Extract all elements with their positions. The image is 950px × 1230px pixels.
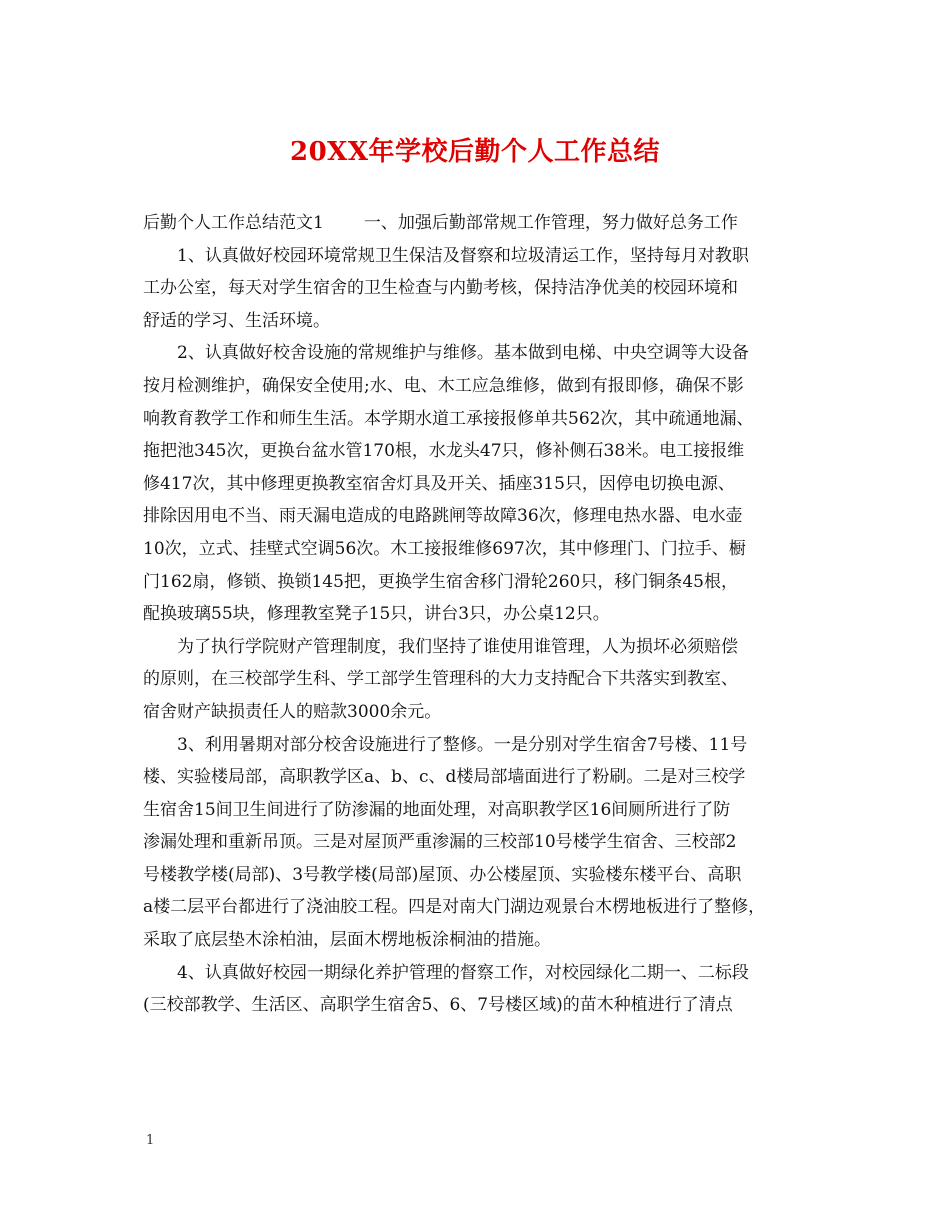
text-line: 号楼教学楼(局部)、3号教学楼(局部)屋顶、办公楼屋顶、实验楼东楼平台、高职 — [143, 864, 742, 885]
text-line: 生宿舍15间卫生间进行了防渗漏的地面处理，对高职教学区16间厕所进行了防 — [143, 799, 731, 820]
text-line: 2、认真做好校舍设施的常规维护与维修。基本做到电梯、中央空调等大设备 — [177, 343, 749, 364]
text-line: (三校部教学、生活区、高职学生宿舍5、6、7号楼区域)的苗木种植进行了清点 — [143, 995, 733, 1016]
text-line: 排除因用电不当、雨天漏电造成的电路跳闸等故障36次，修理电热水器、电水壶 — [143, 506, 743, 527]
text-line: 宿舍财产缺损责任人的赔款3000余元。 — [143, 701, 442, 722]
text-line: 工办公室，每天对学生宿舍的卫生检查与内勤考核，保持洁净优美的校园环境和 — [143, 278, 738, 299]
paragraph-lines — [143, 240, 823, 1022]
text-line: 1、认真做好校园环境常规卫生保洁及督察和垃圾清运工作，坚持每月对教职 — [177, 245, 749, 266]
text-line: 楼、实验楼局部，高职教学区a、b、c、d楼局部墙面进行了粉刷。二是对三校学 — [143, 767, 746, 788]
text-line: a楼二层平台都进行了浇油胶工程。四是对南大门湖边观景台木楞地板进行了整修， — [143, 897, 766, 918]
text-line: 渗漏处理和重新吊顶。三是对屋顶严重渗漏的三校部10号楼学生宿舍、三校部2 — [143, 832, 737, 853]
section-label: 后勤个人工作总结范文1 — [143, 213, 324, 233]
document-body — [143, 207, 823, 1022]
text-line: 修417次，其中修理更换教室宿舍灯具及开关、插座315只，因停电切换电源、 — [143, 473, 735, 494]
text-line: 10次，立式、挂壁式空调56次。木工接报维修697次，其中修理门、门拉手、橱 — [143, 538, 746, 559]
text-line: 4、认真做好校园一期绿化养护管理的督察工作，对校园绿化二期一、二标段 — [177, 962, 749, 983]
document-title: 20XX年学校后勤个人工作总结 — [289, 137, 661, 167]
intro-line — [143, 207, 823, 240]
text-line: 拖把池345次，更换台盆水管170根，水龙头47只，修补侧石38米。电工接报维 — [143, 441, 745, 462]
section-heading: 一、加强后勤部常规工作管理，努力做好总务工作 — [363, 213, 738, 233]
text-line: 为了执行学院财产管理制度，我们坚持了谁使用谁管理，人为损坏必须赔偿 — [177, 636, 738, 657]
text-line: 配换玻璃55块，修理教室凳子15只，讲台3只，办公桌12只。 — [143, 604, 610, 625]
text-line: 舒适的学习、生活环境。 — [143, 310, 330, 331]
text-line: 的原则，在三校部学生科、学工部学生管理科的大力支持配合下共落实到教室、 — [143, 669, 738, 690]
page-number: 1 — [146, 1133, 155, 1148]
text-line: 3、利用暑期对部分校舍设施进行了整修。一是分别对学生宿舍7号楼、11号 — [177, 734, 748, 755]
text-line: 采取了底层垫木涂柏油，层面木楞地板涂桐油的措施。 — [143, 930, 551, 951]
text-line: 门162扇，修锁、换锁145把，更换学生宿舍移门滑轮260只，移门铜条45根， — [143, 571, 738, 592]
text-line: 按月检测维护，确保安全使用;水、电、木工应急维修，做到有报即修，确保不影 — [143, 375, 744, 396]
text-line: 响教育教学工作和师生生活。本学期水道工承接报修单共562次，其中疏通地漏、 — [143, 408, 754, 429]
